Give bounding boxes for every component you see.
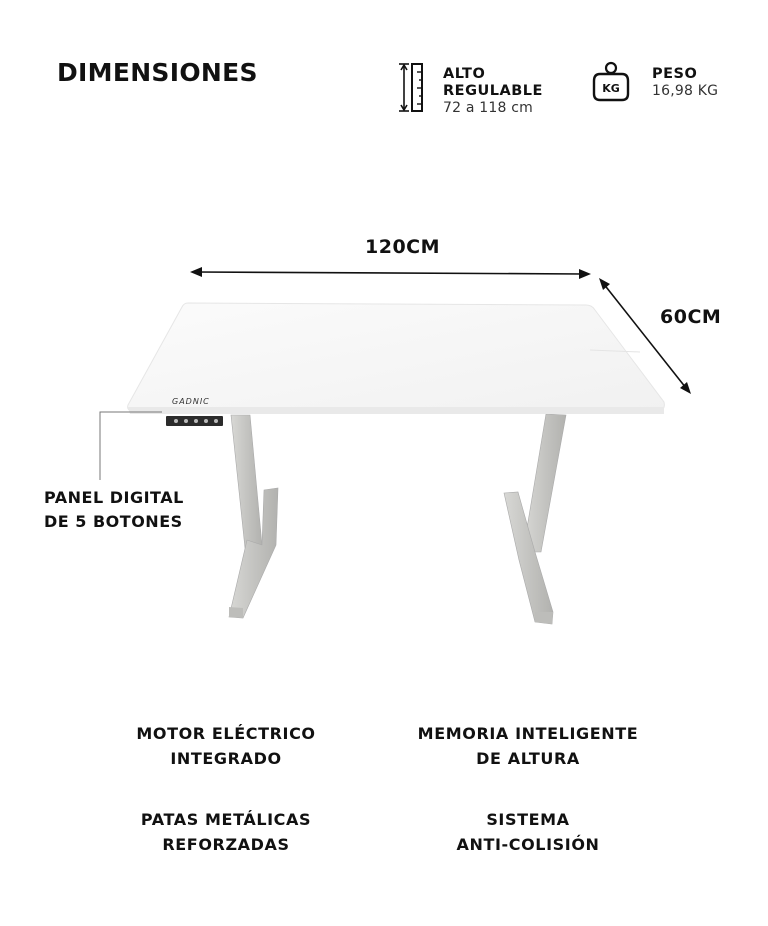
- panel-label: [44, 486, 184, 534]
- feature-line1: MOTOR ELÉCTRICO: [136, 724, 316, 743]
- feature-line1: SISTEMA: [486, 810, 570, 829]
- brand-logo: GADNIC: [172, 397, 210, 406]
- panel-label-line2: DE 5 BOTONES: [44, 512, 183, 531]
- feature-memory: [378, 721, 678, 771]
- weight-icon-text: KG: [602, 82, 620, 95]
- feature-line2: REFORZADAS: [162, 835, 290, 854]
- weight-spec-value: 16,98 KG: [652, 83, 719, 99]
- feature-line2: ANTI-COLISIÓN: [456, 835, 600, 854]
- feature-line2: INTEGRADO: [170, 749, 282, 768]
- height-spec-value: 72 a 118 cm: [443, 100, 534, 116]
- feature-line1: MEMORIA INTELIGENTE: [417, 724, 639, 743]
- feature-line1: PATAS METÁLICAS: [140, 810, 312, 829]
- weight-spec-label: PESO: [652, 66, 698, 82]
- depth-dimension-label: 60CM: [660, 306, 722, 328]
- panel-label-line1: PANEL DIGITAL: [44, 488, 184, 507]
- feature-legs: [76, 807, 376, 857]
- width-dimension-label: 120CM: [365, 236, 441, 258]
- height-spec-label-line1: ALTO: [443, 66, 486, 82]
- feature-motor: [76, 721, 376, 771]
- height-spec-label-line2: REGULABLE: [443, 83, 543, 99]
- page-title: DIMENSIONES: [57, 58, 258, 87]
- feature-anticollision: [378, 807, 678, 857]
- feature-line2: DE ALTURA: [476, 749, 580, 768]
